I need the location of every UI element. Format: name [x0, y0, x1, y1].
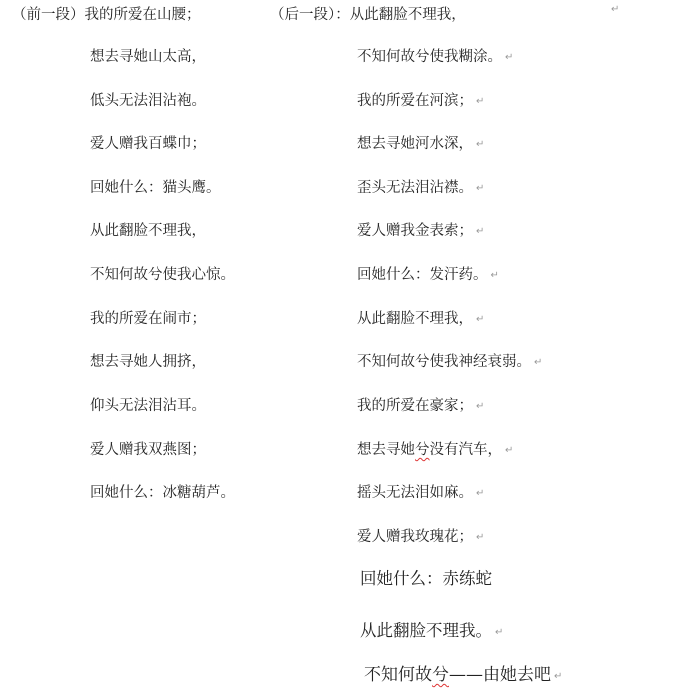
paragraph-mark: ↵: [476, 532, 485, 543]
left-line-4: 爱人赠我百蝶巾；: [90, 136, 206, 152]
left-header-label: （前一段）: [12, 7, 85, 23]
paragraph-mark: ↵: [495, 627, 504, 638]
left-line-6: 从此翻脸不理我，: [90, 223, 206, 239]
left-line-5: 回她什么：猫头鹰。: [90, 180, 221, 196]
paragraph-mark: ↵: [505, 445, 514, 456]
paragraph-mark: ↵: [476, 96, 485, 107]
left-header-line: [12, 6, 201, 24]
paragraph-mark: ↵: [476, 183, 485, 194]
right-line-9: 我的所爱在豪家； ↵: [357, 398, 485, 414]
right-line-4: 歪头无法泪沾襟。 ↵: [357, 180, 485, 196]
spellcheck-squiggle: 兮: [415, 442, 430, 458]
paragraph-mark: ↵: [611, 4, 620, 15]
right-header-text: 从此翻脸不理我，: [349, 7, 466, 23]
right-header-label: （后一段）：: [270, 7, 350, 23]
right-line-12: 爱人赠我玫瑰花； ↵: [357, 529, 485, 545]
paragraph-mark: ↵: [476, 139, 485, 150]
right-line-8: 不知何故兮使我神经衰弱。 ↵: [357, 354, 543, 370]
paragraph-mark: ↵: [554, 671, 563, 682]
paragraph-mark: ↵: [476, 314, 485, 325]
right-line-3: 想去寻她河水深， ↵: [357, 136, 485, 152]
paragraph-mark: ↵: [476, 401, 485, 412]
paragraph-mark: ↵: [490, 270, 499, 281]
left-line-2: 想去寻她山太高，: [90, 49, 206, 65]
paragraph-mark: ↵: [476, 226, 485, 237]
right-line-14: 从此翻脸不理我。 ↵: [360, 621, 504, 640]
right-line-5: 爱人赠我金表索； ↵: [357, 223, 485, 239]
right-line-10: 想去寻她兮没有汽车， ↵: [357, 442, 514, 458]
left-line-11: 爱人赠我双燕图；: [90, 442, 206, 458]
right-line-11: 摇头无法泪如麻。 ↵: [357, 485, 485, 501]
paragraph-mark: ↵: [505, 52, 514, 63]
paragraph-mark: ↵: [476, 488, 485, 499]
right-line-6: 回她什么：发汗药。 ↵: [357, 267, 499, 283]
left-line-12: 回她什么：冰糖葫芦。: [90, 485, 235, 501]
left-line-10: 仰头无法泪沾耳。: [90, 398, 206, 414]
right-line-13: 回她什么：赤练蛇: [360, 569, 492, 588]
right-line-2: 我的所爱在河滨； ↵: [357, 93, 485, 109]
left-line-9: 想去寻她人拥挤，: [90, 354, 206, 370]
left-line-7: 不知何故兮使我心惊。: [90, 267, 235, 283]
left-line-8: 我的所爱在闹市；: [90, 311, 206, 327]
right-line-1: 不知何故兮使我糊涂。 ↵: [357, 49, 514, 65]
right-line-7: 从此翻脸不理我， ↵: [357, 311, 485, 327]
paragraph-mark: ↵: [534, 357, 543, 368]
right-header-line: [270, 6, 466, 24]
left-line-1: 我的所爱在山腰；: [84, 7, 201, 23]
spellcheck-squiggle: 兮: [432, 665, 449, 685]
left-line-3: 低头无法泪沾袍。: [90, 93, 206, 109]
right-line-15: 不知何故兮——由她去吧 ↵: [364, 665, 563, 685]
